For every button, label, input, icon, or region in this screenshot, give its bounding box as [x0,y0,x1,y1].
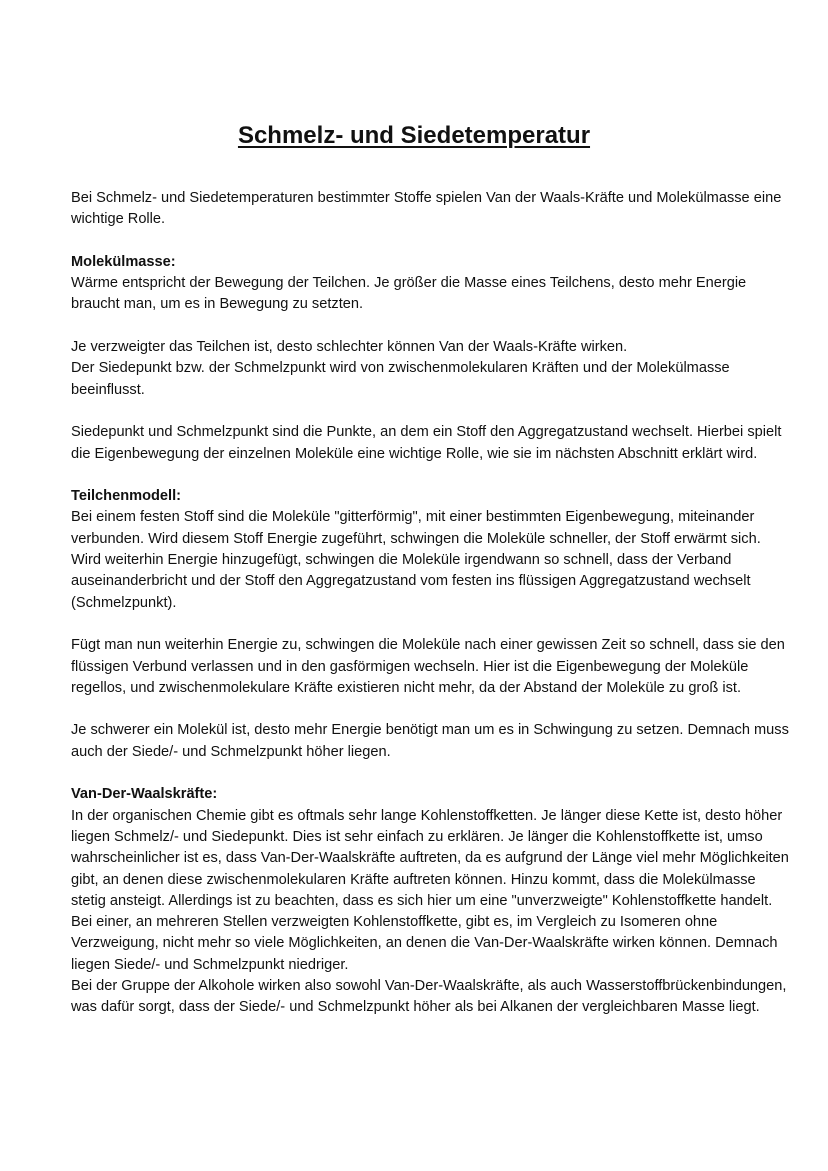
paragraph: Siedepunkt und Schmelzpunkt sind die Punkte, an dem ein Stoff den Aggregatzustand wechselt. Hierbei spielt die Eigenbewegung der einzelnen Moleküle eine wichtige Rolle, wie sie im nächsten Abschnitt erklärt wird. [71,424,782,462]
page-title: Schmelz- und Siedetemperatur [237,122,591,149]
paragraph: Bei einem festen Stoff sind die Moleküle "gitterförmig", mit einer bestimmten Eigenbewegung, miteinander verbunden. Wird diesem Stoff Energie zugeführt, schwingen die Moleküle schneller, der Stoff erwärmt sich. Wird weiterhin Energie hinzugefügt, schwingen die Moleküle irgendwann so schnell, dass der Verband auseinanderbricht und der Stoff den Aggregatzustand vom festen ins flüssigen Aggregatzustand wechselt (Schmelzpunkt). [71,509,761,611]
spacer [71,401,791,422]
paragraph: In der organischen Chemie gibt es oftmals sehr lange Kohlenstoffketten. Je länger diese Kette ist, desto höher liegen Schmelz/- und Siedepunkt. Dies ist sehr einfach zu erklären. Je länger die Kohlenstoffkette ist, umso wahrscheinlicher ist es, dass Van-Der-Waalskräfte auftreten, da es aufgrund der Länge viel mehr Möglichkeiten gibt, an denen diese zwischenmolekularen Kräfte auftreten können. Hinzu kommt, dass die Molekülmasse stetig ansteigt. Allerdings ist zu beachten, dass es sich hier um eine "unverzweigte" Kohlenstoffkette handelt. Bei einer, an mehreren Stellen verzweigten Kohlenstoffkette, gibt es, im Vergleich zu Isomeren ohne Verzweigung, nicht mehr so viele Möglichkeiten, an denen die Van-Der-Waalskräfte wirken können. Demnach liegen Siede/- und Schmelzpunkt niedriger. [71,807,789,973]
spacer [71,763,791,784]
paragraph: Der Siedepunkt bzw. der Schmelzpunkt wird von zwischenmolekularen Kräften und der Molekülmasse beeinflusst. [71,360,730,398]
paragraph: Je verzweigter das Teilchen ist, desto schlechter können Van der Waals-Kräfte wirken. [71,339,628,356]
paragraph: Wärme entspricht der Bewegung der Teilchen. Je größer die Masse eines Teilchens, desto mehr Energie braucht man, um es in Bewegung zu setzten. [71,275,747,313]
spacer [71,316,791,337]
section-heading-teilchenmodell: Teilchenmodell: [71,488,182,505]
document-body [71,188,791,1019]
paragraph: Je schwerer ein Molekül ist, desto mehr Energie benötigt man um es in Schwingung zu setzen. Demnach muss auch der Siede/- und Schmelzpunkt höher liegen. [71,722,789,760]
section-heading-molekuelmasse: Molekülmasse: [71,253,176,270]
spacer [71,699,791,720]
spacer [71,231,791,252]
paragraph: Bei der Gruppe der Alkohole wirken also sowohl Van-Der-Waalskräfte, als auch Wasserstoffbrückenbindungen, was dafür sorgt, dass der Siede/- und Schmelzpunkt höher als bei Alkanen der vergleichbaren Masse liegt. [71,977,787,1016]
spacer [71,614,791,635]
section-heading-vanderwaals: Van-Der-Waalskräfte: [71,786,218,803]
spacer [71,465,791,486]
paragraph: Fügt man nun weiterhin Energie zu, schwingen die Moleküle nach einer gewissen Zeit so schnell, dass sie den flüssigen Verbund verlassen und in den gasförmigen wechseln. Hier ist die Eigenbewegung der Moleküle regellos, und zwischenmolekulare Kräfte existieren nicht mehr, da der Abstand der Moleküle zu groß ist. [71,637,785,696]
intro-paragraph: Bei Schmelz- und Siedetemperaturen bestimmter Stoffe spielen Van der Waals-Kräfte und Molekülmasse eine wichtige Rolle. [71,190,782,228]
